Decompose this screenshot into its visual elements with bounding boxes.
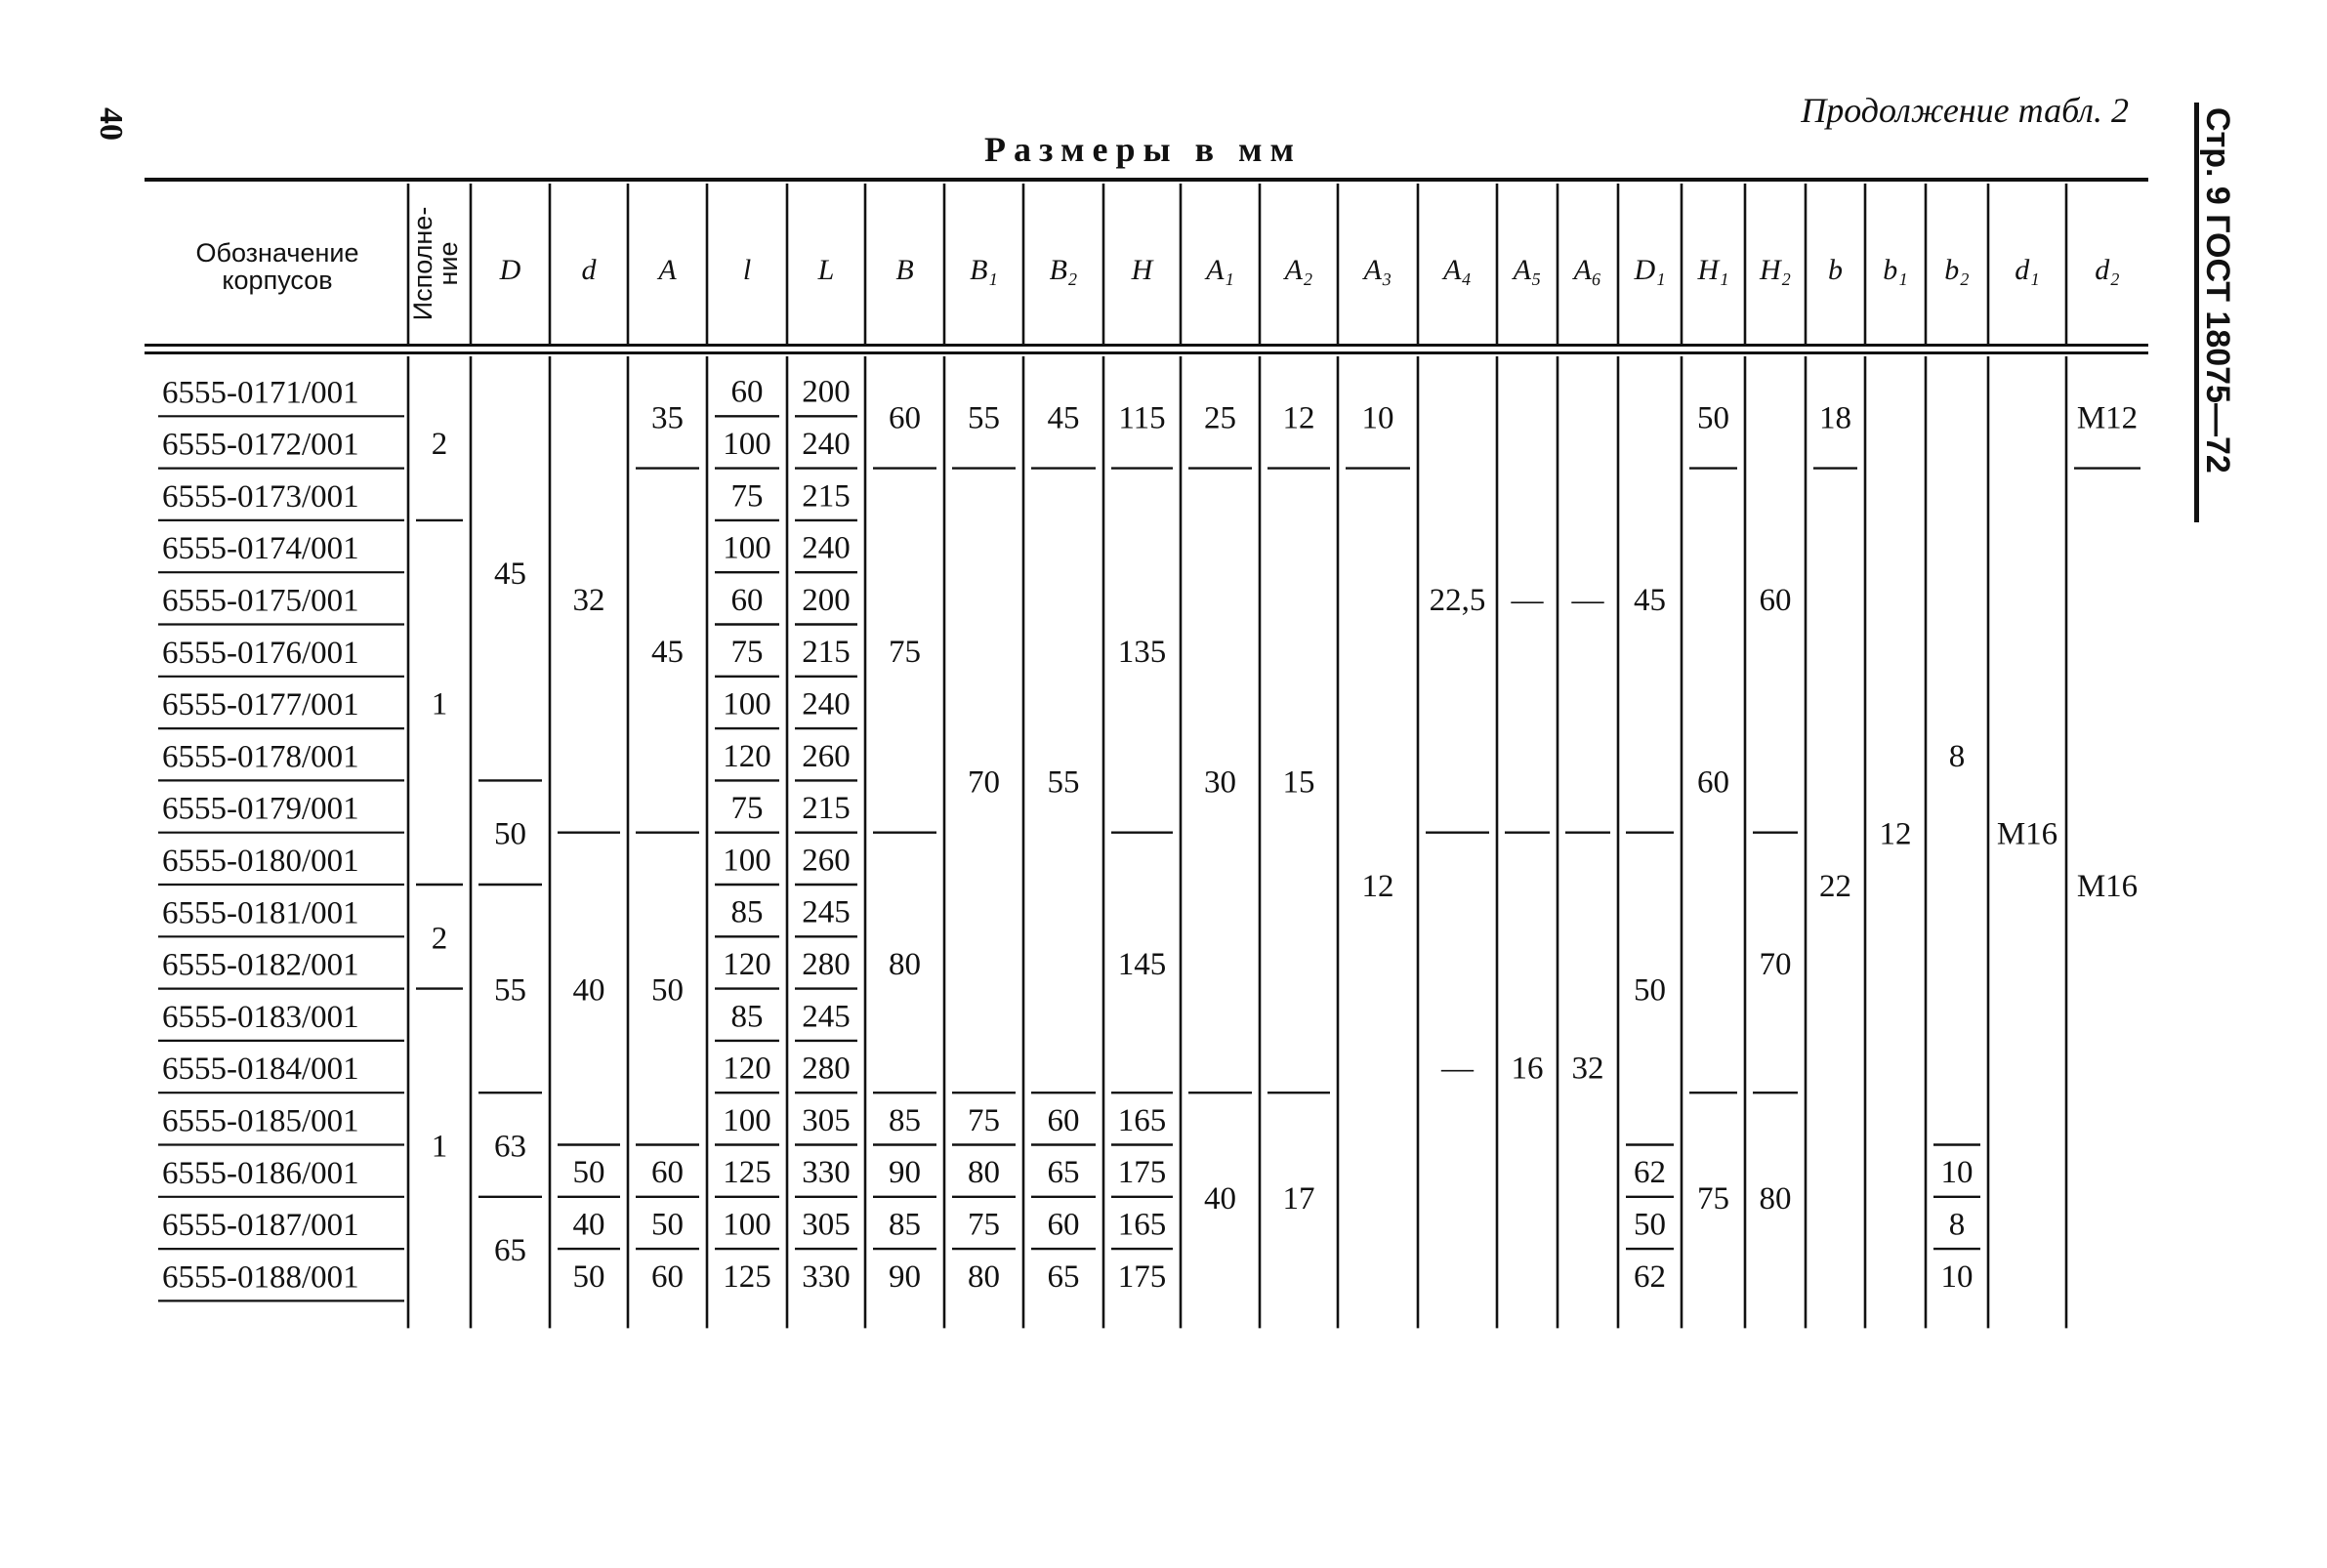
- cell-H-value: 175: [1117, 1259, 1167, 1295]
- cell-A₄-value: —: [1441, 1051, 1474, 1087]
- cell-B-value: 80: [889, 946, 921, 982]
- cell-B-value: 60: [889, 400, 921, 436]
- cell-B₂-value: 60: [1047, 1102, 1080, 1138]
- row-code: 6555-0188/001: [162, 1259, 359, 1296]
- cell-b₂-value: 10: [1940, 1155, 1974, 1191]
- cell-D₁-value: 50: [1634, 972, 1666, 1009]
- cell-l-value: 120: [723, 738, 771, 774]
- header-col-9: A₁: [1206, 254, 1234, 286]
- row-code: 6555-0171/001: [162, 375, 359, 411]
- row-code: 6555-0178/001: [162, 739, 359, 775]
- header-col-16: H₁: [1697, 254, 1729, 286]
- cell-H-value: 135: [1117, 635, 1167, 671]
- cell-b-value: 22: [1819, 869, 1851, 904]
- cell-D-value: 50: [494, 816, 526, 852]
- cell-l-value: 60: [730, 374, 764, 410]
- row-code: 6555-0184/001: [162, 1052, 359, 1088]
- cell-A₅-value: —: [1511, 582, 1544, 618]
- cell-d-value: 40: [572, 1207, 605, 1243]
- cell-L-value: 200: [802, 582, 851, 618]
- cell-B₁-value: 75: [968, 1207, 1000, 1243]
- cell-L-value: 215: [802, 791, 851, 827]
- header-col-1: d: [581, 254, 597, 286]
- cell-L-value: 280: [802, 1051, 851, 1087]
- cell-A₆-value: 32: [1571, 1051, 1604, 1087]
- cell-A-value: 35: [651, 400, 684, 436]
- cell-B₁-value: 55: [968, 400, 1000, 436]
- cell-H-value: 145: [1117, 946, 1167, 982]
- cell-B₂-value: 65: [1047, 1259, 1080, 1295]
- row-code: 6555-0187/001: [162, 1208, 359, 1244]
- cell-A-value: 50: [651, 1207, 684, 1243]
- cell-B₂-value: 60: [1047, 1207, 1080, 1243]
- cell-D-value: 65: [494, 1233, 526, 1269]
- cell-d-value: 50: [572, 1155, 605, 1191]
- cell-B-value: 90: [889, 1155, 921, 1191]
- cell-l-value: 75: [730, 791, 764, 827]
- cell-L-value: 260: [802, 843, 851, 879]
- header-code-line-2: корпусов: [222, 266, 333, 295]
- cell-B₂-value: 65: [1047, 1155, 1080, 1191]
- cell-H-value: 175: [1117, 1155, 1167, 1191]
- cell-H-value: 165: [1117, 1207, 1167, 1243]
- header-col-18: b: [1828, 254, 1843, 286]
- cell-H₂-value: 70: [1759, 946, 1792, 982]
- cell-d-value: 50: [572, 1259, 605, 1295]
- header-col-4: L: [817, 254, 835, 286]
- row-code: 6555-0182/001: [162, 947, 359, 983]
- cell-B-value: 90: [889, 1259, 921, 1295]
- row-code: 6555-0173/001: [162, 478, 359, 515]
- row-code: 6555-0174/001: [162, 531, 359, 567]
- cell-D₁-value: 62: [1634, 1259, 1666, 1295]
- cell-D₁-value: 62: [1634, 1155, 1666, 1191]
- table-continuation-label: Продолжение табл. 2: [1801, 91, 2129, 130]
- cell-H₂-value: 60: [1759, 582, 1792, 618]
- cell-B-value: 85: [889, 1207, 921, 1243]
- cell-l-value: 100: [723, 426, 771, 462]
- cell-l-value: 125: [723, 1155, 771, 1191]
- cell-l-value: 75: [730, 478, 764, 515]
- cell-A₃-value: 12: [1361, 869, 1394, 904]
- cell-B₂-value: 45: [1047, 400, 1080, 436]
- cell-A₄-value: 22,5: [1429, 582, 1486, 618]
- cell-B₁-value: 70: [968, 764, 1000, 801]
- cell-B₁-value: 80: [968, 1155, 1000, 1191]
- cell-variant-value: 1: [431, 686, 448, 722]
- header-col-22: d₂: [2095, 254, 2120, 286]
- cell-L-value: 330: [802, 1155, 851, 1191]
- cell-H-value: 165: [1117, 1102, 1167, 1138]
- header-col-8: H: [1131, 254, 1153, 286]
- cell-A₁-value: 30: [1204, 764, 1236, 801]
- cell-A₁-value: 40: [1204, 1180, 1236, 1217]
- cell-l-value: 60: [730, 582, 764, 618]
- header-col-5: B: [895, 254, 914, 286]
- cell-L-value: 245: [802, 894, 851, 930]
- cell-b₂-value: 10: [1940, 1259, 1974, 1295]
- cell-l-value: 100: [723, 1207, 771, 1243]
- cell-b-value: 18: [1819, 400, 1851, 436]
- cell-l-value: 100: [723, 1102, 771, 1138]
- header-col-20: b₂: [1944, 254, 1970, 286]
- cell-B-value: 75: [889, 635, 921, 671]
- header-col-21: d₁: [2015, 254, 2040, 286]
- cell-B₁-value: 75: [968, 1102, 1000, 1138]
- cell-l-value: 85: [730, 894, 764, 930]
- cell-A-value: 60: [651, 1259, 684, 1295]
- cell-D-value: 55: [494, 972, 526, 1009]
- cell-L-value: 305: [802, 1102, 851, 1138]
- header-variant: [408, 207, 463, 321]
- cell-B₂-value: 55: [1047, 764, 1080, 801]
- cell-L-value: 215: [802, 478, 851, 515]
- cell-A₂-value: 15: [1282, 764, 1315, 801]
- row-code: 6555-0185/001: [162, 1103, 359, 1139]
- cell-H₁-value: 50: [1697, 400, 1729, 436]
- cell-l-value: 120: [723, 946, 771, 982]
- cell-A-value: 50: [651, 972, 684, 1009]
- cell-A₃-value: 10: [1361, 400, 1394, 436]
- cell-A₂-value: 12: [1282, 400, 1315, 436]
- header-col-13: A₅: [1513, 254, 1542, 286]
- cell-variant-value: 2: [431, 921, 448, 957]
- cell-b₂-value: 8: [1948, 738, 1966, 774]
- cell-L-value: 240: [802, 530, 851, 566]
- cell-d-value: 32: [572, 582, 605, 618]
- cell-D₁-value: 50: [1634, 1207, 1666, 1243]
- header-col-14: A₆: [1573, 254, 1602, 286]
- header-col-10: A₂: [1284, 254, 1313, 286]
- row-code: 6555-0180/001: [162, 844, 359, 879]
- cell-L-value: 305: [802, 1207, 851, 1243]
- cell-A₆-value: —: [1571, 582, 1604, 618]
- cell-D-value: 63: [494, 1129, 526, 1165]
- cell-d₁-value: M16: [1996, 816, 2058, 852]
- cell-L-value: 240: [802, 426, 851, 462]
- row-code: 6555-0181/001: [162, 895, 359, 931]
- cell-l-value: 125: [723, 1259, 771, 1295]
- cell-l-value: 85: [730, 999, 764, 1035]
- cell-H₂-value: 80: [1759, 1180, 1792, 1217]
- units-title: Размеры в мм: [984, 130, 1303, 169]
- cell-A₅-value: 16: [1511, 1051, 1544, 1087]
- cell-d₂-value: M16: [2076, 869, 2139, 904]
- cell-D-value: 45: [494, 557, 526, 593]
- cell-L-value: 280: [802, 946, 851, 982]
- header-col-15: D₁: [1634, 254, 1666, 286]
- header-col-2: A: [658, 254, 677, 286]
- header-variant-line-2: ние: [434, 241, 463, 286]
- cell-b₁-value: 12: [1879, 816, 1912, 852]
- header-variant-line-1: Исполне-: [408, 206, 437, 321]
- cell-l-value: 120: [723, 1051, 771, 1087]
- header-col-3: l: [742, 254, 752, 286]
- row-code: 6555-0179/001: [162, 791, 359, 827]
- cell-H₁-value: 75: [1697, 1180, 1729, 1217]
- cell-A-value: 60: [651, 1155, 684, 1191]
- cell-B-value: 85: [889, 1102, 921, 1138]
- cell-L-value: 260: [802, 738, 851, 774]
- cell-l-value: 100: [723, 686, 771, 722]
- cell-L-value: 245: [802, 999, 851, 1035]
- cell-A₁-value: 25: [1204, 400, 1236, 436]
- cell-A-value: 45: [651, 635, 684, 671]
- header-col-0: D: [499, 254, 521, 286]
- row-code: 6555-0183/001: [162, 999, 359, 1035]
- row-code: 6555-0186/001: [162, 1155, 359, 1191]
- cell-L-value: 330: [802, 1259, 851, 1295]
- cell-B₁-value: 80: [968, 1259, 1000, 1295]
- row-code: 6555-0176/001: [162, 635, 359, 671]
- cell-L-value: 200: [802, 374, 851, 410]
- row-code: 6555-0175/001: [162, 583, 359, 619]
- header-col-12: A₄: [1443, 254, 1472, 286]
- cell-A₂-value: 17: [1282, 1180, 1315, 1217]
- cell-b₂-value: 8: [1948, 1207, 1966, 1243]
- page-number: 40: [93, 107, 129, 141]
- cell-L-value: 215: [802, 635, 851, 671]
- cell-variant-value: 2: [431, 426, 448, 462]
- header-col-19: b₁: [1883, 254, 1908, 286]
- header-col-7: B₂: [1049, 254, 1078, 286]
- cell-l-value: 75: [730, 635, 764, 671]
- cell-H₁-value: 60: [1697, 764, 1729, 801]
- cell-d-value: 40: [572, 972, 605, 1009]
- header-code-line-1: Обозначение: [195, 238, 359, 268]
- cell-variant-value: 1: [431, 1129, 448, 1165]
- row-code: 6555-0177/001: [162, 687, 359, 723]
- cell-l-value: 100: [723, 843, 771, 879]
- cell-D₁-value: 45: [1634, 582, 1666, 618]
- cell-H-value: 115: [1118, 400, 1166, 436]
- row-code: 6555-0172/001: [162, 427, 359, 463]
- header-col-17: H₂: [1759, 254, 1792, 286]
- side-stamp-text: Стр. 9 ГОСТ 18075—72: [2199, 107, 2236, 474]
- cell-d₂-value: M12: [2076, 400, 2139, 436]
- cell-l-value: 100: [723, 530, 771, 566]
- cell-L-value: 240: [802, 686, 851, 722]
- header-col-11: A₃: [1363, 254, 1392, 286]
- header-col-6: B₁: [970, 254, 998, 286]
